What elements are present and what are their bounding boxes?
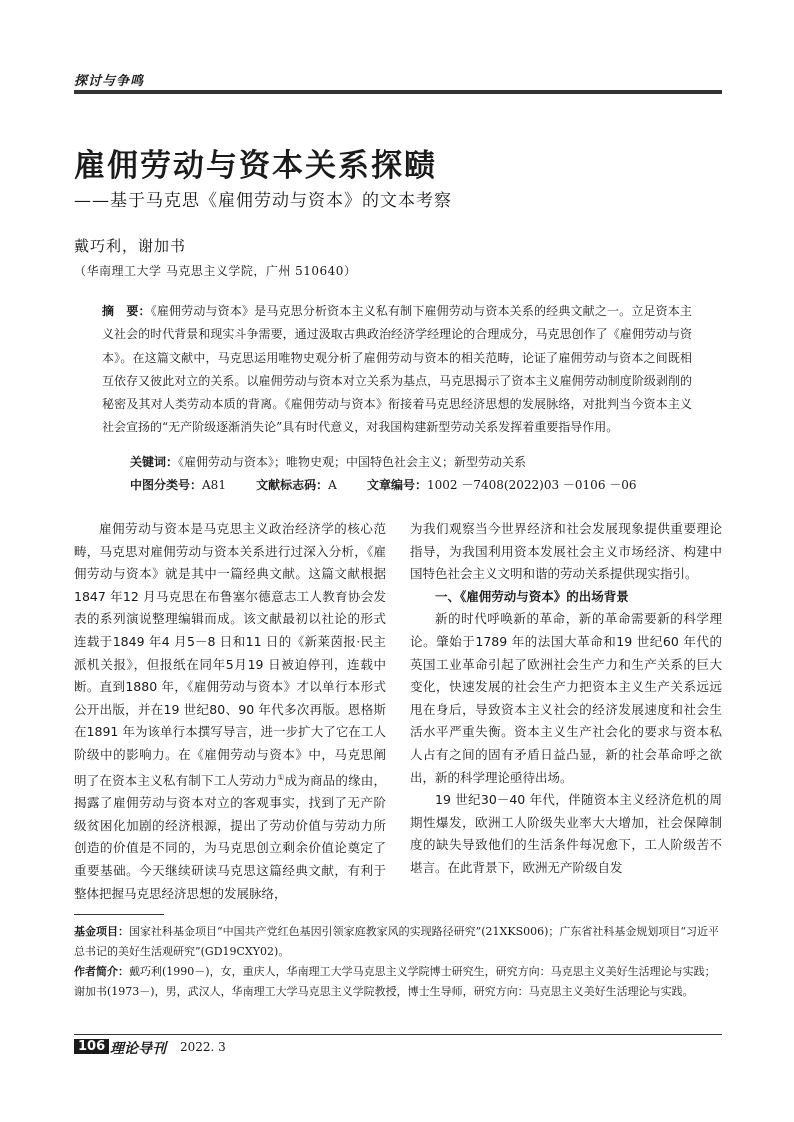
abstract-text: 《雇佣劳动与资本》是马克思分析资本主义私有制下雇佣劳动与资本关系的经典文献之一。立足资本主义社会的时代背景和现实斗争需要，通过汲取古典政治经济学经理论的合理成分，马克思创作了《雇佣劳动与资本》。在这篇文献中，马克思运用唯物史观分析了雇佣劳动与资本的相关范畴，论证了雇佣劳动与资本之间既相互依存又彼此对立的关系。以雇佣劳动与资本对立关系为基点，马克思揭示了资本主义雇佣劳动制度阶级剥削的秘密及其对人类劳动本质的背离。《雇佣劳动与资本》衔接着马克思经济思想的发展脉络，对批判当今资本主义社会宣扬的“无产阶级逐渐消失论”具有时代意义，对我国构建新型劳动关系发挥着重要指导作用。 <box>102 304 692 435</box>
affiliation: （华南理工大学 马克思主义学院，广州 510640） <box>74 264 357 278</box>
abstract-label: 摘 要： <box>102 304 151 318</box>
classification-line <box>130 476 663 493</box>
author-label: 作者简介： <box>74 965 129 978</box>
header-rule <box>74 90 722 94</box>
body-right-column <box>410 518 722 880</box>
footer-rule <box>74 1034 722 1035</box>
body-paragraph: 新的时代呼唤新的革命，新的革命需要新的科学理论。肇始于1789 年的法国大革命和19 世纪60 年代的英国工业革命引起了欧洲社会生产力和生产关系的巨大变化，快速发展的社会生产力把资本主义生产关系远远甩在身后，导致资本主义社会的经济发展速度和社会生活水平严重失衡。资本主义生产社会化的要求与资本私人占有之间的固有矛盾日益凸显，新的社会革命呼之欲出，新的科学理论亟待出场。 <box>410 611 722 785</box>
section-tag: 探讨与争鸣 <box>74 74 145 89</box>
doc-code-label: 文献标志码： <box>256 478 329 492</box>
body-paragraph: 为我们观察当今世界经济和社会发展现象提供重要理论指导，为我国利用资本发展社会主义市场经济、构建中国特色社会主义文明和谐的劳动关系提供现实指引。 <box>410 521 722 582</box>
doc-code-value: A <box>328 478 337 492</box>
abstract <box>102 300 692 440</box>
issue-number: 2022. 3 <box>180 1040 226 1054</box>
keywords-text: 《雇佣劳动与资本》；唯物史观；中国特色社会主义；新型劳动关系 <box>178 455 527 469</box>
keywords-label: 关键词： <box>130 455 179 469</box>
fund-text: 国家社科基金项目“中国共产党红色基因引领家庭教家风的实现路径研究”(21XKS006)；广东省社科基金规划项目“习近平总书记的美好生活观研究”(GD19CXY02)。 <box>74 925 720 958</box>
clc-value: A81 <box>202 478 226 492</box>
article-title: 雇佣劳动与资本关系探赜 <box>74 148 437 184</box>
body-paragraph: 19 世纪30－40 年代，伴随资本主义经济危机的周期性爆发，欧洲工人阶级失业率大大增加，社会保障制度的缺失导致他们的生活条件每况愈下，工人阶级苦不堪言。在此背景下，欧洲无产阶级自发 <box>410 792 722 875</box>
article-subtitle: ——基于马克思《雇佣劳动与资本》的文本考察 <box>74 191 452 211</box>
journal-name: 理论导刊 <box>110 1041 166 1057</box>
footnote-rule <box>74 914 164 915</box>
article-no-value: 1002 －7408(2022)03 －0106 －06 <box>427 478 637 492</box>
body-paragraph <box>74 518 386 905</box>
clc-label: 中图分类号： <box>130 478 203 492</box>
body-text: 成为商品的缘由，揭露了雇佣劳动与资本对立的客观事实，找到了无产阶级贫困化加剧的经济根源，提出了劳动价值与劳动力所创造的价值是不同的，为马克思创立剩余价值论奠定了重要基础。今天继续研读马克思这篇经典文献，有利于整体把握马克思经济思想的发展脉络， <box>74 772 386 901</box>
body-left-column <box>74 518 386 905</box>
body-text: 雇佣劳动与资本是马克思主义政治经济学的核心范畴，马克思对雇佣劳动与资本关系进行过深入分析，《雇佣劳动与资本》就是其中一篇经典文献。这篇文献根据1847 年12 月马克思在布鲁塞尔德意志工人教育协会发表的系列演说整理编辑而成。该文献最初以社论的形式连载于1849 年4 月5－8 日和11 日的《新莱茵报·民主派机关报》，但报纸在同年5月19 日被迫停刊，连载中断。直到1880 年，《雇佣劳动与资本》才以单行本形式公开出版，并在19 世纪80、90 年代多次再版。恩格斯在1891 年为该单行本撰写导言，进一步扩大了它在工人阶级中的影响力。在《雇佣劳动与资本》中，马克思阐明了在资本主义私有制下工人劳动力 <box>74 521 386 788</box>
author-note <box>74 962 722 1001</box>
article-no-label: 文章编号： <box>367 478 428 492</box>
authors: 戴巧利，谢加书 <box>74 237 187 255</box>
author-text: 戴巧利(1990－)，女，重庆人，华南理工大学马克思主义学院博士研究生，研究方向：马克思主义美好生活理论与实践；谢加书(1973－)，男，武汉人，华南理工大学马克思主义学院教授，博士生导师，研究方向：马克思主义美好生活理论与实践。 <box>74 965 716 998</box>
fund-label: 基金项目： <box>74 925 129 938</box>
footnotes <box>74 922 722 1002</box>
footnote-marker: ① <box>277 772 285 782</box>
section-heading: 一、《雇佣劳动与资本》的出场背景 <box>435 588 629 604</box>
fund-note <box>74 922 722 961</box>
keywords <box>130 453 526 470</box>
page-number: 106 <box>74 1039 109 1054</box>
